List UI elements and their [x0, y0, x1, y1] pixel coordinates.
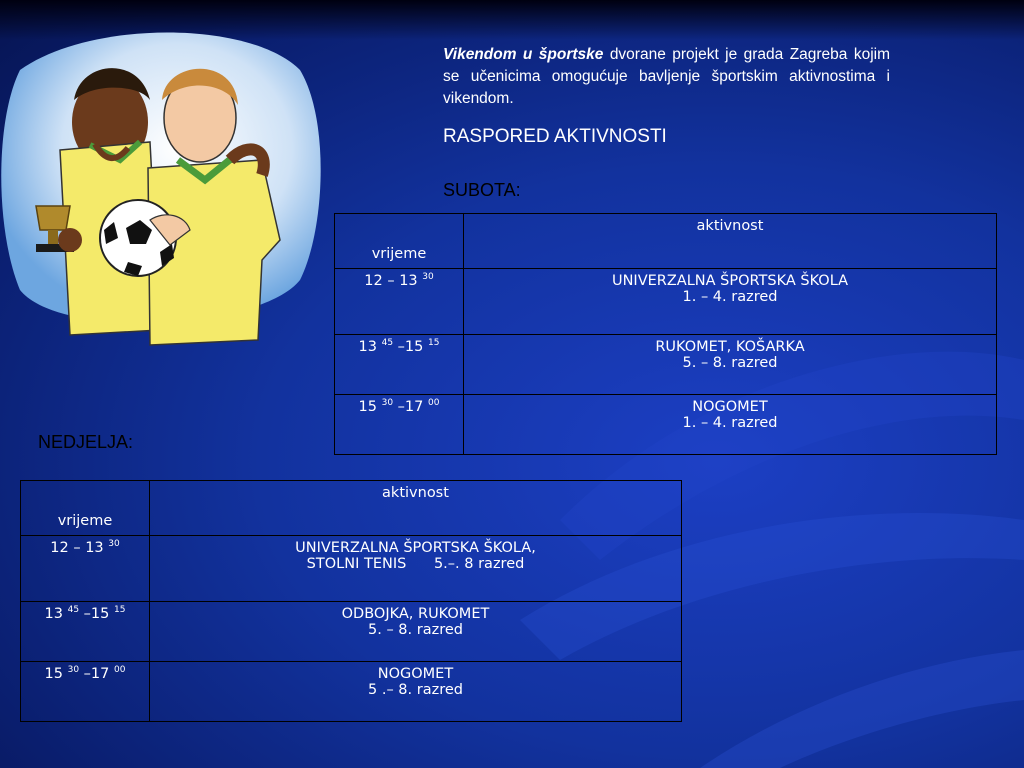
activity-cell: UNIVERZALNA ŠPORTSKA ŠKOLA 1. – 4. razred	[464, 269, 997, 335]
time-cell: 15 $^{30}$ –17 $^{00}$	[335, 395, 464, 455]
table-row	[335, 269, 997, 335]
table-row	[21, 602, 682, 662]
activity-cell: NOGOMET 1. – 4. razred	[464, 395, 997, 455]
time-column-header: vrijeme	[335, 214, 464, 269]
activity-column-header: aktivnost	[150, 481, 682, 536]
time-cell: 13 $^{45}$ –15 $^{15}$	[21, 602, 150, 662]
table-header-row	[21, 481, 682, 536]
saturday-title: SUBOTA:	[443, 180, 521, 200]
activity-cell: ODBOJKA, RUKOMET 5. – 8. razred	[150, 602, 682, 662]
time-cell: 12 – 13 $^{30}$	[335, 269, 464, 335]
activity-column-header: aktivnost	[464, 214, 997, 269]
schedule-title: RASPORED AKTIVNOSTI	[443, 126, 667, 147]
table-row	[335, 335, 997, 395]
boys-football-illustration	[0, 30, 322, 350]
time-column-header: vrijeme	[21, 481, 150, 536]
activity-cell: UNIVERZALNA ŠPORTSKA ŠKOLA, STOLNI TENIS 5.–. 8 razred	[150, 536, 682, 602]
intro-rest: dvorane projekt je grada Zagreba kojim se učenicima omogućuje bavljenje športskim aktivnostima i vikendom.	[443, 46, 890, 107]
time-cell: 13 $^{45}$ –15 $^{15}$	[335, 335, 464, 395]
saturday-table	[334, 213, 997, 455]
table-row	[335, 395, 997, 455]
table-row	[21, 662, 682, 722]
time-cell: 15 $^{30}$ –17 $^{00}$	[21, 662, 150, 722]
intro-paragraph	[443, 44, 890, 110]
intro-lead: Vikendom u športske	[443, 46, 604, 63]
table-row	[21, 536, 682, 602]
sunday-title: NEDJELJA:	[38, 432, 134, 452]
sunday-table	[20, 480, 682, 722]
activity-cell: RUKOMET, KOŠARKA 5. – 8. razred	[464, 335, 997, 395]
time-cell: 12 – 13 $^{30}$	[21, 536, 150, 602]
activity-cell: NOGOMET 5 .– 8. razred	[150, 662, 682, 722]
table-header-row	[335, 214, 997, 269]
